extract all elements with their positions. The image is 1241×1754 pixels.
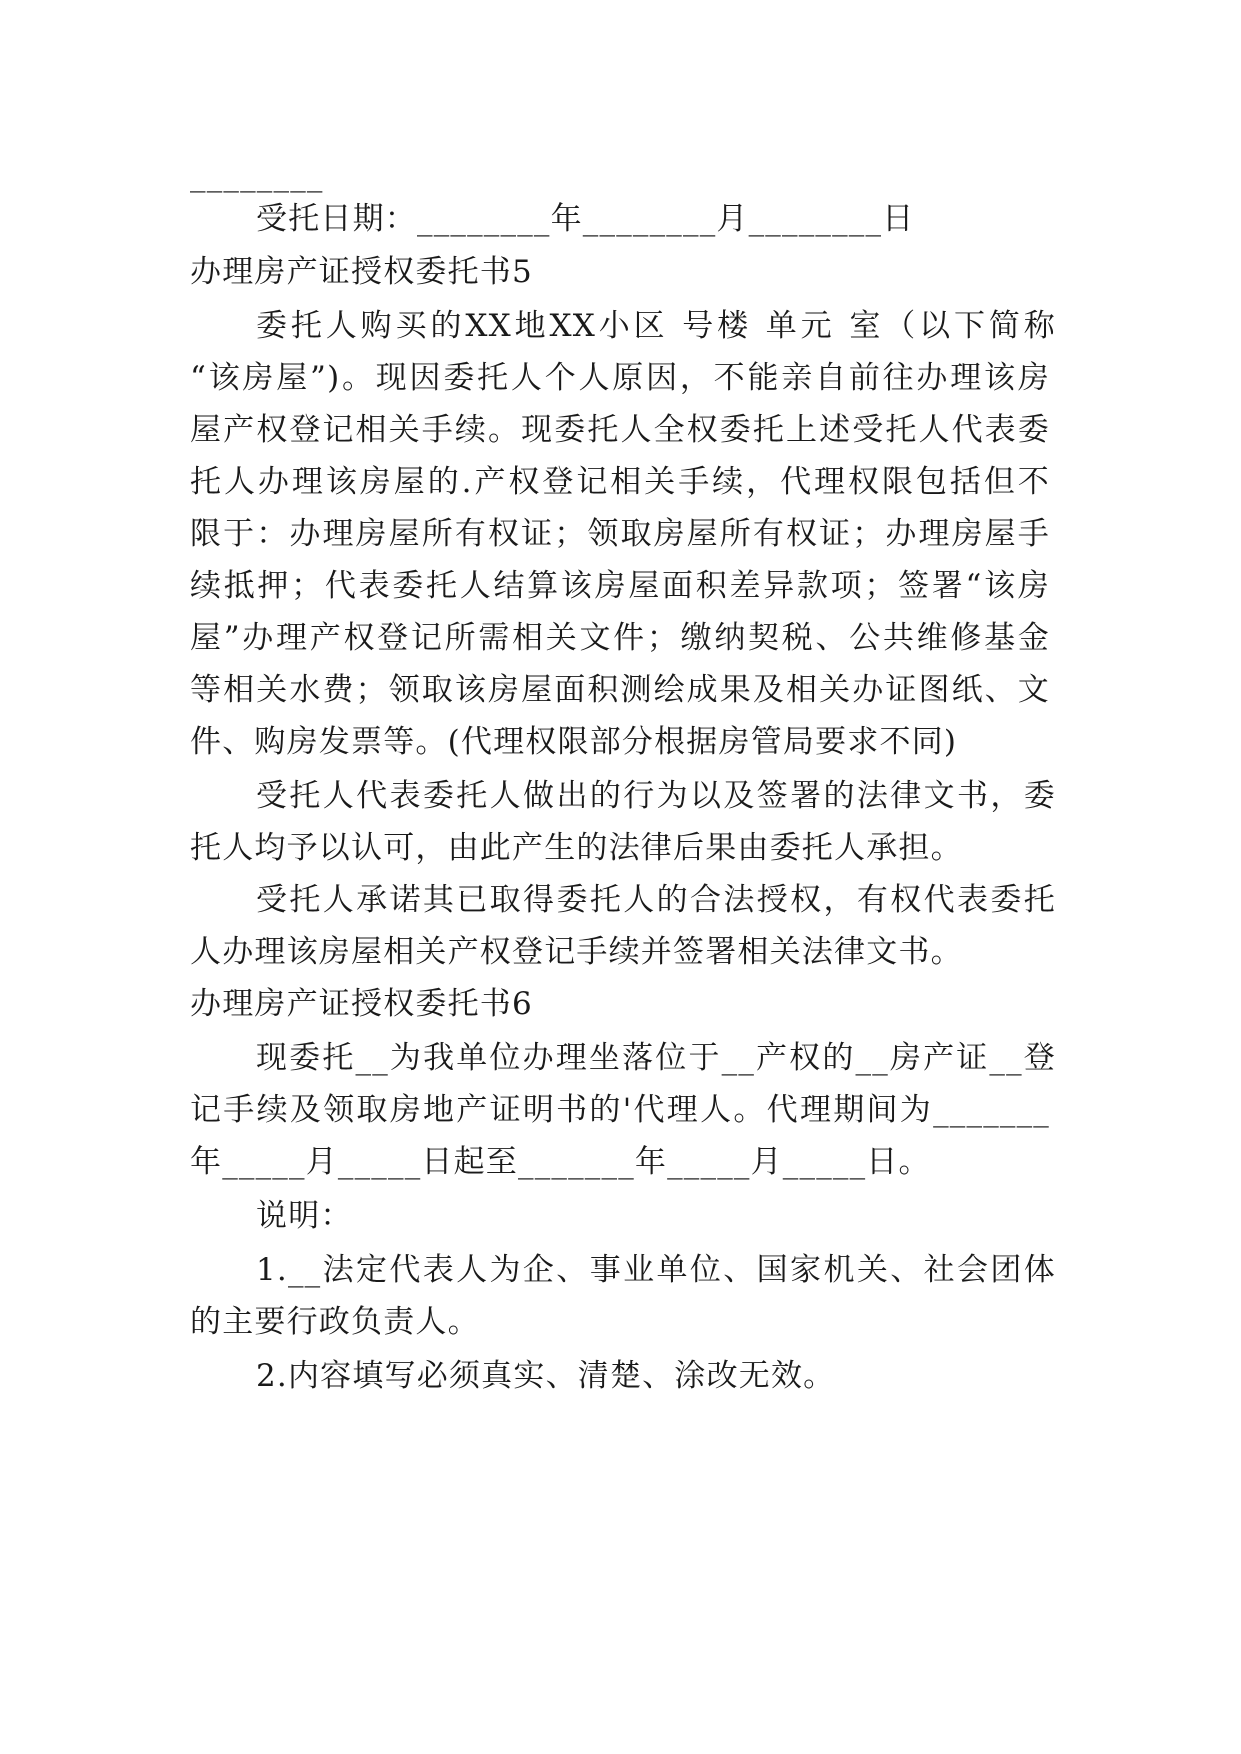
section5-para1-line: 件、购房发票等。(代理权限部分根据房管局要求不同) xyxy=(190,724,958,760)
top-blank-line: ________ xyxy=(190,157,324,193)
section5-para1-line: 等相关水费；领取该房屋面积测绘成果及相关办证图纸、文 xyxy=(190,672,1050,708)
section6-title: 办理房产证授权委托书6 xyxy=(190,986,533,1022)
section5-para1-line: 续抵押；代表委托人结算该房屋面积差异款项；签署“该房 xyxy=(190,568,1050,604)
section5-para1-line: 限于：办理房屋所有权证；领取房屋所有权证；办理房屋手 xyxy=(190,516,1050,552)
section5-para1-line: “该房屋”)。现因委托人个人原因，不能亲自前往办理该房 xyxy=(190,360,1050,396)
section5-title: 办理房产证授权委托书5 xyxy=(190,254,533,290)
note1-line: 的主要行政负责人。 xyxy=(190,1304,480,1340)
note1-line: 1.__法定代表人为企、事业单位、国家机关、社会团体 xyxy=(256,1252,1056,1288)
section5-para1-line: 屋产权登记相关手续。现委托人全权委托上述受托人代表委 xyxy=(190,412,1050,448)
section5-para1-line: 屋”办理产权登记所需相关文件；缴纳契税、公共维修基金 xyxy=(190,620,1050,656)
section6-para1-line: 现委托__为我单位办理坐落位于__产权的__房产证__登 xyxy=(256,1040,1056,1076)
note2-line: 2.内容填写必须真实、清楚、涂改无效。 xyxy=(256,1358,836,1394)
section5-para2-line: 托人均予以认可，由此产生的法律后果由委托人承担。 xyxy=(190,830,963,866)
section5-para3-line: 受托人承诺其已取得委托人的合法授权，有权代表委托 xyxy=(256,882,1056,918)
section5-para1-line: 托人办理该房屋的.产权登记相关手续，代理权限包括但不 xyxy=(190,464,1050,500)
note-label: 说明： xyxy=(256,1198,353,1234)
section6-para1-line: 记手续及领取房地产证明书的'代理人。代理期间为_______ xyxy=(190,1092,1050,1128)
section6-para1-line: 年_____月_____日起至_______年_____月_____日。 xyxy=(190,1144,931,1180)
section5-para1-line: 委托人购买的XX地XX小区 号楼 单元 室（以下简称 xyxy=(256,308,1056,344)
entrust-date-line: 受托日期：________年________月________日 xyxy=(256,201,915,237)
section5-para3-line: 人办理该房屋相关产权登记手续并签署相关法律文书。 xyxy=(190,934,963,970)
section5-para2-line: 受托人代表委托人做出的行为以及签署的法律文书，委 xyxy=(256,778,1056,814)
